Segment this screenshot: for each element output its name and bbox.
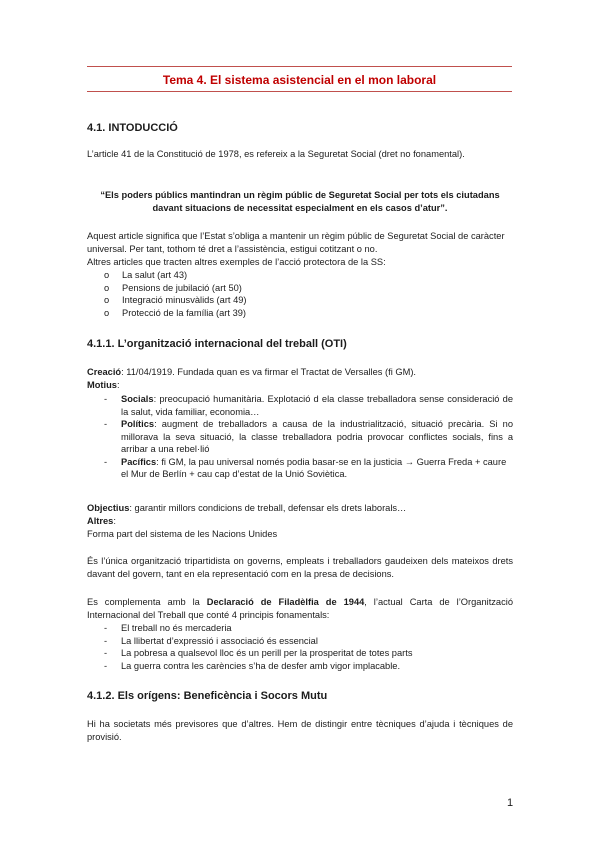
list-item: - Pacífics: fi GM, la pau universal només podia basar-se en la justicia → Guerra Freda + caure el Mur de Berlín + cau cap d’estat de la Unió Soviètica. <box>104 456 507 479</box>
title-top-rule <box>87 66 512 67</box>
dash-marker: - <box>104 419 108 429</box>
motius-label: Motius <box>87 380 117 390</box>
tripartida-paragraph: És l’única organització tripartidista on governs, empleats i treballadors gaudeixen dels mateixos drets davant del govern, tant en ela representació com en la presa de decisions. <box>87 556 513 579</box>
list-item: o La salut (art 43) <box>104 270 188 280</box>
origens-paragraph: Hi ha societats més previsores que d’altres. Hem de distingir entre tècniques d’ajuda i tècniques de provisió. <box>87 719 513 742</box>
constitution-quote: “Els poders públics mantindran un règim públic de Seguretat Social per tots els ciutadans davant situacions de necessitat especialment en els casos d’atur”. <box>100 190 500 213</box>
list-item: o Integració minusvàlids (art 49) <box>104 295 247 305</box>
dash-marker: - <box>104 623 108 633</box>
intro-paragraph: L’article 41 de la Constitució de 1978, es refereix a la Seguretat Social (dret no fonamental). <box>87 149 465 159</box>
altres-text: Forma part del sistema de les Nacions Unides <box>87 529 278 539</box>
bullet-marker: o <box>104 282 110 293</box>
dash-marker: - <box>104 660 108 671</box>
altres-label: Altres <box>87 516 114 526</box>
bullet-marker: o <box>104 307 110 318</box>
list-item: o Protecció de la família (art 39) <box>104 307 247 318</box>
list-item: - Polítics: augment de treballadors a causa de la industrialització, situació precària. Si no millorava la seva situació, la classe treballadora podria provocar conflictes socials, fins a arribar a una rebel·lió <box>104 419 513 454</box>
other-articles-list <box>87 269 513 319</box>
objectius-label: Objectius <box>87 503 130 513</box>
section-heading-origens: 4.1.2. Els orígens: Beneficència i Socors Mutu <box>87 690 328 702</box>
list-item: - La guerra contra les carències s’ha de desfer amb vigor implacable. <box>104 660 401 671</box>
section-heading-introduccio: 4.1. INTODUCCIÓ <box>87 122 178 134</box>
motius-label-line: Motius: <box>87 380 120 390</box>
other-articles-intro: Altres articles que tracten altres exemples de l’acció protectora de la SS: <box>87 257 386 267</box>
objectius-line: Objectius: garantir millors condicions de treball, defensar els drets laborals… <box>87 503 407 513</box>
page-number: 1 <box>507 797 514 809</box>
bullet-marker: o <box>104 295 110 305</box>
list-item: - La pobresa a qualsevol lloc és un perill per la prosperitat de totes parts <box>104 648 413 658</box>
title-bottom-rule <box>87 91 512 92</box>
motius-list <box>87 393 513 481</box>
list-item: - El treball no és mercaderia <box>104 623 232 633</box>
bullet-marker: o <box>104 270 110 280</box>
document-title: Tema 4. El sistema asistencial en el mon laboral <box>162 73 437 87</box>
dash-marker: - <box>104 635 108 646</box>
filadelfia-declaration: Declaració de Filadèlfia de 1944 <box>206 597 365 607</box>
creacio-line: Creació: 11/04/1919. Fundada quan es va firmar el Tractat de Versalles (fi GM). <box>87 367 417 377</box>
list-item: - Socials: preocupació humanitària. Explotació d ela classe treballadora sense consideració de la salut, vida familiar, economia… <box>104 394 513 417</box>
creacio-label: Creació <box>87 367 122 377</box>
dash-marker: - <box>104 648 108 658</box>
list-item: o Pensions de jubilació (art 50) <box>104 282 242 293</box>
dash-marker: - <box>104 456 108 467</box>
filadelfia-paragraph: Es complementa amb la Declaració de Filadèlfia de 1944, l’actual Carta de l’Organització Internacional del Treball que conté 4 principis fonamentals: <box>87 597 513 620</box>
principis-list <box>87 622 513 672</box>
article-meaning-paragraph: Aquest article significa que l’Estat s’obliga a mantenir un règim públic de Seguretat Social de caràcter universal. Per tant, tothom té dret a l’assistència, estigui cotitzant o no. <box>87 231 505 254</box>
altres-label-line: Altres: <box>87 516 116 526</box>
dash-marker: - <box>104 394 108 404</box>
section-heading-oit: 4.1.1. L’organització internacional del treball (OTI) <box>87 338 347 350</box>
list-item: - La llibertat d’expressió i associació és essencial <box>104 635 318 646</box>
